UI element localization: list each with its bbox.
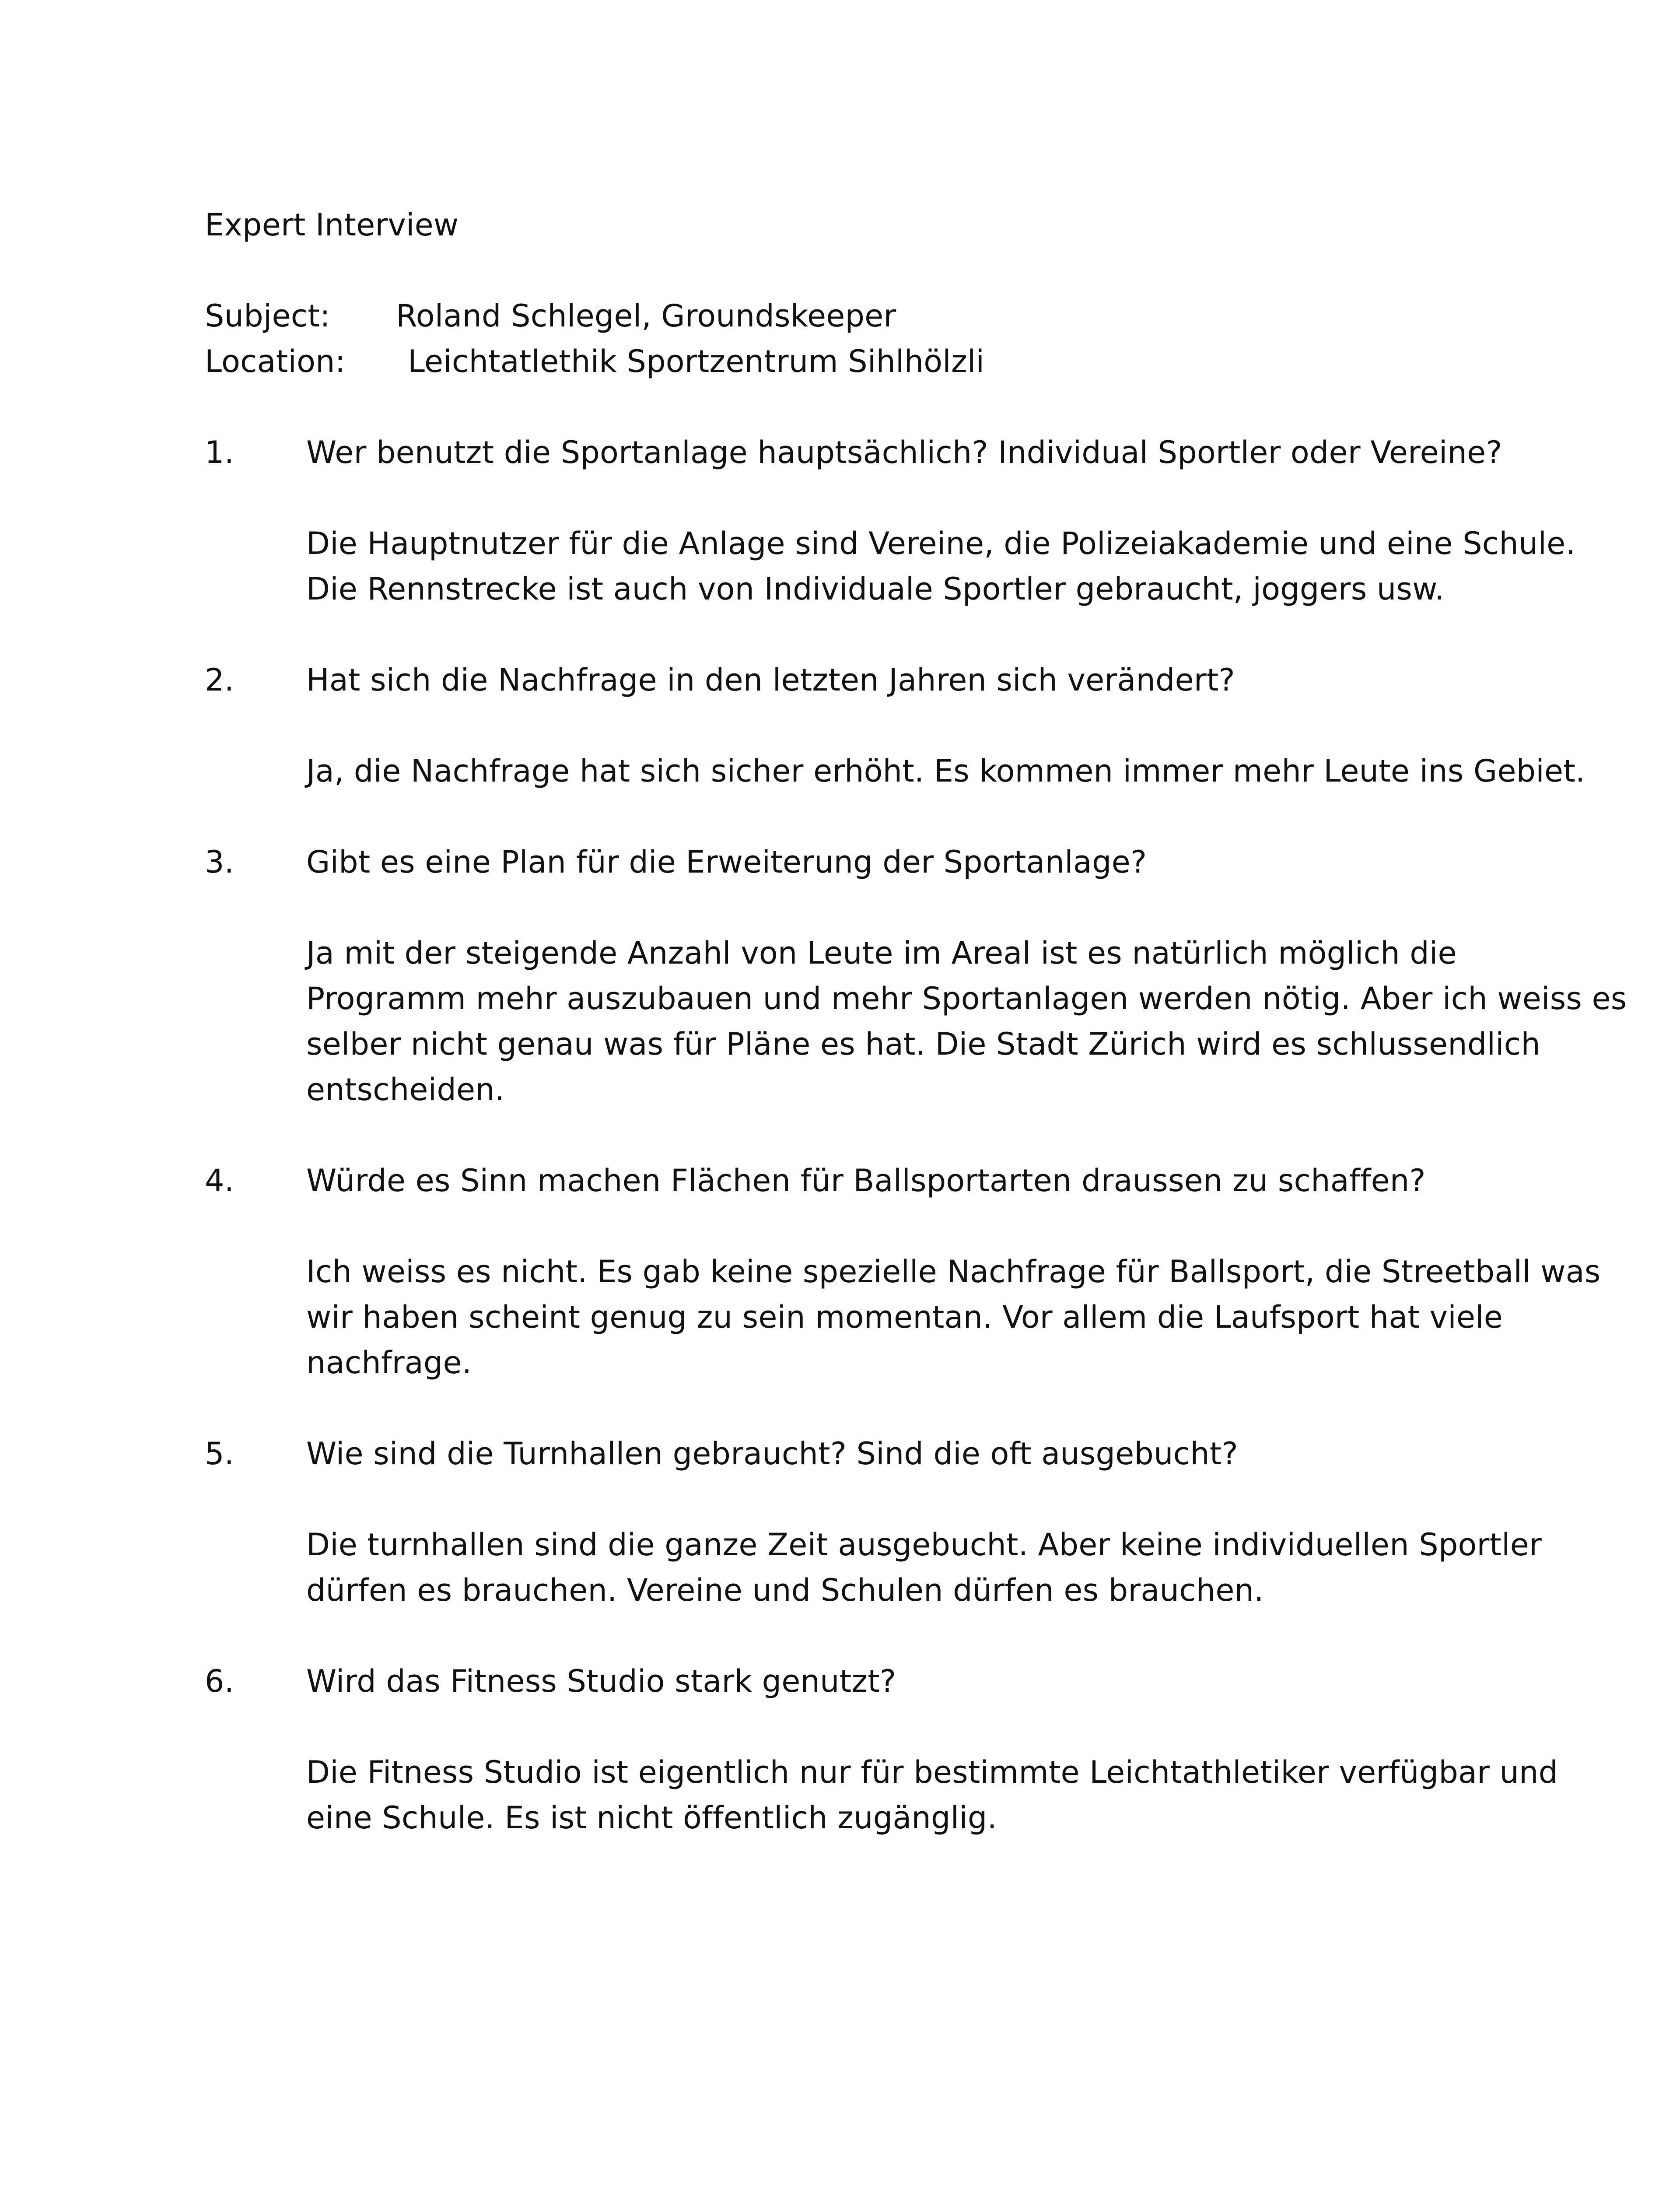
location-label: Location: xyxy=(205,344,346,379)
answer-line: nachfrage. xyxy=(306,1345,472,1381)
location-value: Leichtatlethik Sportzentrum Sihlhölzli xyxy=(408,344,985,379)
question-text: Gibt es eine Plan für die Erweiterung der Sportanlage? xyxy=(306,844,1147,880)
question-number: 3. xyxy=(205,844,234,880)
question-number: 5. xyxy=(205,1436,234,1472)
question-text: Hat sich die Nachfrage in den letzten Jahren sich verändert? xyxy=(306,662,1235,698)
answer-line: eine Schule. Es ist nicht öffentlich zugänglig. xyxy=(306,1800,997,1836)
answer-line: Ich weiss es nicht. Es gab keine spezielle Nachfrage für Ballsport, die Streetball was xyxy=(306,1254,1601,1290)
answer-line: Ja, die Nachfrage hat sich sicher erhöht. Es kommen immer mehr Leute ins Gebiet. xyxy=(306,753,1586,789)
subject-value: Roland Schlegel, Groundskeeper xyxy=(396,298,896,334)
answer-line: entscheiden. xyxy=(306,1072,505,1108)
answer-line: wir haben scheint genug zu sein momentan. Vor allem die Laufsport hat viele xyxy=(306,1299,1503,1335)
answer-line: Die Rennstrecke ist auch von Individuale Sportler gebraucht, joggers usw. xyxy=(306,571,1445,607)
question-number: 2. xyxy=(205,662,234,698)
answer-line: Ja mit der steigende Anzahl von Leute im Areal ist es natürlich möglich die xyxy=(306,935,1457,971)
question-number: 4. xyxy=(205,1163,234,1199)
answer-line: Die Fitness Studio ist eigentlich nur für bestimmte Leichtathletiker verfügbar und xyxy=(306,1754,1558,1790)
question-text: Würde es Sinn machen Flächen für Ballsportarten draussen zu schaffen? xyxy=(306,1163,1426,1199)
answer-line: Die Hauptnutzer für die Anlage sind Vereine, die Polizeiakademie und eine Schule. xyxy=(306,526,1575,561)
answer-line: dürfen es brauchen. Vereine und Schulen dürfen es brauchen. xyxy=(306,1572,1264,1608)
question-text: Wird das Fitness Studio stark genutzt? xyxy=(306,1663,896,1699)
question-text: Wie sind die Turnhallen gebraucht? Sind die oft ausgebucht? xyxy=(306,1436,1238,1472)
answer-line: Die turnhallen sind die ganze Zeit ausgebucht. Aber keine individuellen Sportler xyxy=(306,1527,1542,1563)
question-text: Wer benutzt die Sportanlage hauptsächlich? Individual Sportler oder Vereine? xyxy=(306,435,1502,470)
subject-label: Subject: xyxy=(205,298,330,334)
question-number: 6. xyxy=(205,1663,234,1699)
answer-line: selber nicht genau was für Pläne es hat. Die Stadt Zürich wird es schlussendlich xyxy=(306,1026,1541,1062)
question-number: 1. xyxy=(205,435,234,470)
document-title: Expert Interview xyxy=(205,207,459,243)
answer-line: Programm mehr auszubauen und mehr Sportanlagen werden nötig. Aber ich weiss es xyxy=(306,981,1627,1017)
